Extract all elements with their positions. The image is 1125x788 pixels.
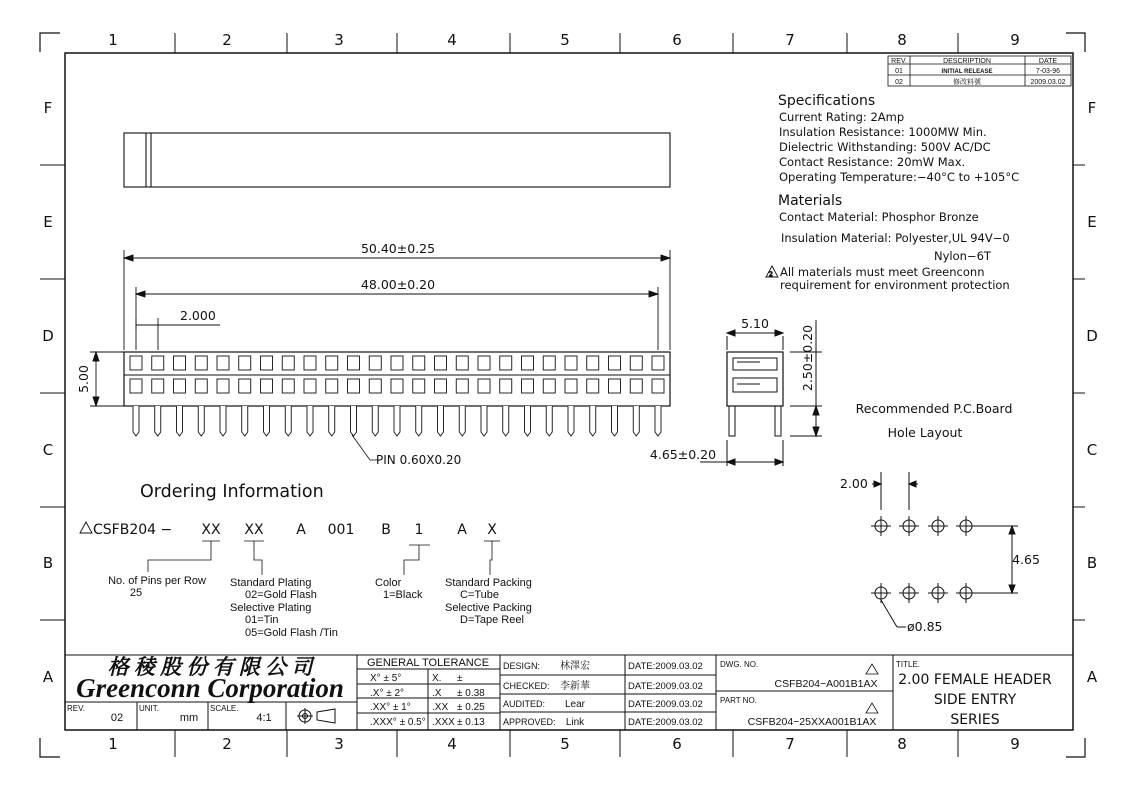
spec-line-2: Insulation Resistance: 1000MW Min. [779, 125, 987, 139]
pin [329, 406, 335, 436]
zone-row-label: D [1086, 327, 1098, 345]
unit-value: mm [179, 712, 199, 724]
order-code-color: 1 [414, 522, 424, 538]
zone-row-label: E [1087, 213, 1097, 231]
title-line-2: SIDE ENTRY [933, 692, 1017, 708]
order-code-pins: XX [201, 522, 221, 538]
order-code-a2: A [457, 522, 467, 538]
zone-column-label: 7 [785, 735, 795, 753]
pin [568, 406, 574, 436]
zone-column-label: 5 [560, 735, 570, 753]
pin [394, 406, 400, 436]
socket-upper [174, 356, 186, 370]
dim-side-width: 5.10 [741, 316, 769, 331]
tolerance-value: ± 0.13 [457, 717, 485, 728]
order-plating-2: 02=Gold Flash [245, 589, 317, 601]
socket-lower [500, 379, 512, 393]
socket-lower [609, 379, 621, 393]
company-name: Greenconn Corporation [76, 673, 344, 703]
socket-upper [282, 356, 294, 370]
socket-lower [543, 379, 555, 393]
pin [590, 406, 596, 436]
socket-lower [195, 379, 207, 393]
zone-column-label: 9 [1010, 31, 1020, 49]
rev-header-desc: DESCRIPTION [943, 58, 991, 65]
pin [416, 406, 422, 436]
socket-lower [304, 379, 316, 393]
socket-upper [543, 356, 555, 370]
approval-role: AUDITED: [503, 699, 546, 709]
rev-row-2-date: 2009.03.02 [1030, 79, 1066, 86]
title-line-1: 2.00 FEMALE HEADER [898, 672, 1052, 688]
approval-role: DESIGN: [503, 661, 541, 671]
zone-row-label: B [42, 554, 54, 572]
ordering-title: Ordering Information [140, 482, 324, 502]
approval-date: DATE:2009.03.02 [628, 661, 703, 672]
pin [372, 406, 378, 436]
material-line-2: Insulation Material: Polyester,UL 94V−0 [781, 231, 1010, 245]
pcb-hole-size: ø0.85 [907, 619, 943, 634]
approval-name: 林澤宏 [560, 661, 590, 672]
zone-column-label: 3 [334, 31, 344, 49]
tolerance-decimal: .XXX [432, 717, 455, 728]
order-pins-value: 25 [129, 587, 143, 599]
socket-lower [348, 379, 360, 393]
part-no-value: CSFB204−25XXA001B1AX [747, 716, 877, 728]
tolerance-value: ± 0.38 [457, 688, 485, 699]
socket-upper [413, 356, 425, 370]
rev-row-1-date: 7-03-96 [1035, 68, 1061, 75]
socket-lower [652, 379, 664, 393]
order-code-base: CSFB204 − [93, 522, 173, 538]
tolerance-angle: X° ± 5° [370, 673, 402, 684]
zone-column-label: 8 [897, 735, 907, 753]
pin [198, 406, 204, 436]
socket-upper [130, 356, 142, 370]
title-label: TITLE. [896, 660, 921, 669]
order-plating-5: 05=Gold Flash /Tin [245, 627, 338, 639]
tolerance-decimal: .XX [432, 702, 449, 713]
socket-upper [391, 356, 403, 370]
pcb-title-1: Recommended P.C.Board [855, 401, 1013, 416]
rev-row-2-desc: 修改料號 [953, 79, 981, 86]
pin [503, 406, 509, 436]
rev-row-2-rev: 02 [895, 79, 903, 86]
order-plating-3: Selective Plating [230, 602, 312, 614]
socket-lower [391, 379, 403, 393]
socket-lower [217, 379, 229, 393]
svg-text:2: 2 [769, 271, 773, 278]
approval-role: CHECKED: [503, 681, 550, 691]
zone-column-label: 3 [334, 735, 344, 753]
order-packing-4: D=Tape Reel [460, 614, 524, 626]
zone-row-label: A [42, 668, 54, 686]
approval-date: DATE:2009.03.02 [628, 699, 703, 710]
socket-upper [304, 356, 316, 370]
tolerance-angle: .XXX° ± 0.5° [370, 717, 426, 728]
approval-name: 李新華 [560, 681, 590, 692]
pin [285, 406, 291, 436]
socket-lower [630, 379, 642, 393]
socket-lower [261, 379, 273, 393]
dim-pin-size: PIN 0.60X0.20 [376, 453, 462, 467]
unit-label: UNIT. [139, 704, 159, 713]
socket-lower [522, 379, 534, 393]
spec-line-1: Current Rating: 2Amp [779, 110, 905, 124]
order-color-2: 1=Black [383, 589, 423, 601]
pin [264, 406, 270, 436]
pin-callout [352, 435, 378, 460]
front-view-body [124, 352, 670, 406]
order-color-1: Color [375, 577, 402, 589]
socket-upper [630, 356, 642, 370]
zone-row-label: C [1086, 441, 1098, 459]
order-code-plating: XX [244, 522, 264, 538]
rev-header-date: DATE [1038, 58, 1058, 65]
pin [438, 406, 444, 436]
socket-lower [130, 379, 142, 393]
pin [655, 406, 661, 436]
material-line-5: requirement for environment protection [780, 278, 1010, 292]
socket-lower [478, 379, 490, 393]
dim-height: 5.00 [76, 365, 91, 393]
pin [459, 406, 465, 436]
pin [177, 406, 183, 436]
dim-pitch-span: 48.00±0.20 [360, 277, 436, 292]
socket-upper [478, 356, 490, 370]
pin [242, 406, 248, 436]
dim-side-height: 2.50±0.20 [800, 324, 815, 392]
zone-column-label: 1 [108, 735, 118, 753]
order-packing-2: C=Tube [460, 589, 500, 601]
rev-header-rev: REV. [891, 58, 907, 65]
pin [525, 406, 531, 436]
zone-column-label: 8 [897, 31, 907, 49]
socket-upper [500, 356, 512, 370]
order-packing-1: Standard Packing [445, 577, 532, 589]
socket-upper [609, 356, 621, 370]
rev-value: 02 [110, 712, 124, 724]
order-code-a1: A [296, 522, 306, 538]
socket-upper [195, 356, 207, 370]
zone-column-label: 2 [222, 735, 232, 753]
order-plating-4: 01=Tin [245, 614, 279, 626]
zone-column-label: 7 [785, 31, 795, 49]
socket-upper [565, 356, 577, 370]
zone-row-label: F [43, 99, 53, 117]
zone-column-label: 1 [108, 31, 118, 49]
zone-column-label: 4 [447, 735, 457, 753]
material-line-1: Contact Material: Phosphor Bronze [779, 210, 979, 224]
material-line-4: All materials must meet Greenconn [780, 265, 985, 279]
front-view-dimensions [90, 250, 670, 406]
socket-upper [217, 356, 229, 370]
pin [546, 406, 552, 436]
socket-upper [326, 356, 338, 370]
pin [155, 406, 161, 436]
order-code-001: 001 [327, 522, 355, 538]
dim-pitch: 2.000 [180, 308, 216, 323]
approval-name: Link [565, 717, 585, 728]
zone-column-label: 9 [1010, 735, 1020, 753]
zone-row-label: A [1086, 668, 1098, 686]
rev-row-1-rev: 01 [895, 68, 903, 75]
pin [133, 406, 139, 436]
front-view-pins [133, 406, 661, 436]
pcb-hole-layout [871, 472, 1018, 627]
socket-upper [456, 356, 468, 370]
top-view [124, 133, 670, 187]
socket-upper [522, 356, 534, 370]
zone-column-label: 5 [560, 31, 570, 49]
spec-line-4: Contact Resistance: 20mW Max. [779, 155, 966, 169]
tolerance-value: ± [457, 673, 463, 684]
socket-upper [587, 356, 599, 370]
tolerance-title: GENERAL TOLERANCE [366, 657, 490, 669]
socket-upper [369, 356, 381, 370]
zone-column-label: 6 [672, 735, 682, 753]
rev-row-1-desc: INITIAL RELEASE [941, 69, 993, 75]
socket-lower [152, 379, 164, 393]
order-packing-3: Selective Packing [445, 602, 532, 614]
rev-label: REV. [67, 704, 85, 713]
warning-triangle-icon [80, 522, 92, 533]
socket-lower [239, 379, 251, 393]
zone-row-label: E [43, 213, 53, 231]
dim-overall-length: 50.40±0.25 [360, 241, 436, 256]
socket-lower [587, 379, 599, 393]
socket-lower [435, 379, 447, 393]
spec-line-5: Operating Temperature:−40°C to +105°C [779, 170, 1020, 184]
dwg-no-label: DWG. NO. [720, 660, 759, 669]
company-chinese-name: 格 稜 股 份 有 限 公 司 [107, 655, 313, 679]
tolerance-angle: .XX° ± 1° [370, 702, 411, 713]
zone-column-label: 4 [447, 31, 457, 49]
material-line-3: Nylon−6T [934, 249, 991, 263]
ordering-leaders [148, 541, 500, 575]
socket-lower [174, 379, 186, 393]
zone-column-label: 2 [222, 31, 232, 49]
pin [633, 406, 639, 436]
warning-triangle-icon [766, 266, 778, 278]
socket-lower [326, 379, 338, 393]
socket-upper [435, 356, 447, 370]
socket-lower [369, 379, 381, 393]
pin [220, 406, 226, 436]
zone-row-label: C [42, 441, 54, 459]
dwg-no-value: CSFB204−A001B1AX [774, 678, 878, 690]
order-plating-1: Standard Plating [230, 577, 312, 589]
order-code-b: B [381, 522, 391, 538]
zone-row-label: F [1087, 99, 1097, 117]
scale-label: SCALE. [210, 704, 239, 713]
projection-symbol-icon [297, 708, 335, 724]
socket-lower [413, 379, 425, 393]
pin [612, 406, 618, 436]
pin [307, 406, 313, 436]
socket-lower [456, 379, 468, 393]
materials-title: Materials [778, 193, 843, 209]
tolerance-decimal: X. [432, 673, 442, 684]
tolerance-angle: .X° ± 2° [370, 688, 405, 699]
socket-lower [565, 379, 577, 393]
title-line-3: SERIES [950, 712, 1000, 728]
zone-row-label: D [42, 327, 54, 345]
socket-lower [282, 379, 294, 393]
tolerance-value: ± 0.25 [457, 702, 485, 713]
pcb-title-2: Hole Layout [887, 425, 963, 440]
pcb-pitch: 2.00 [840, 476, 868, 491]
approval-name: Lear [564, 699, 586, 710]
order-pins-label: No. of Pins per Row [108, 575, 206, 587]
zone-row-label: B [1086, 554, 1098, 572]
approval-date: DATE:2009.03.02 [628, 717, 703, 728]
approval-date: DATE:2009.03.02 [628, 681, 703, 692]
scale-value: 4:1 [256, 712, 272, 724]
pin [351, 406, 357, 436]
dim-side-tail: 4.65±0.20 [649, 447, 717, 462]
approval-role: APPROVED: [503, 717, 556, 727]
socket-upper [239, 356, 251, 370]
zone-column-label: 6 [672, 31, 682, 49]
socket-upper [652, 356, 664, 370]
part-no-label: PART NO. [720, 696, 757, 705]
socket-upper [261, 356, 273, 370]
spec-line-3: Dielectric Withstanding: 500V AC/DC [779, 140, 991, 154]
socket-upper [348, 356, 360, 370]
socket-upper [152, 356, 164, 370]
pin [481, 406, 487, 436]
specifications-title: Specifications [778, 93, 876, 109]
pcb-row-spacing: 4.65 [1012, 552, 1040, 567]
order-code-packing: X [487, 522, 497, 538]
tolerance-decimal: .X [432, 688, 442, 699]
